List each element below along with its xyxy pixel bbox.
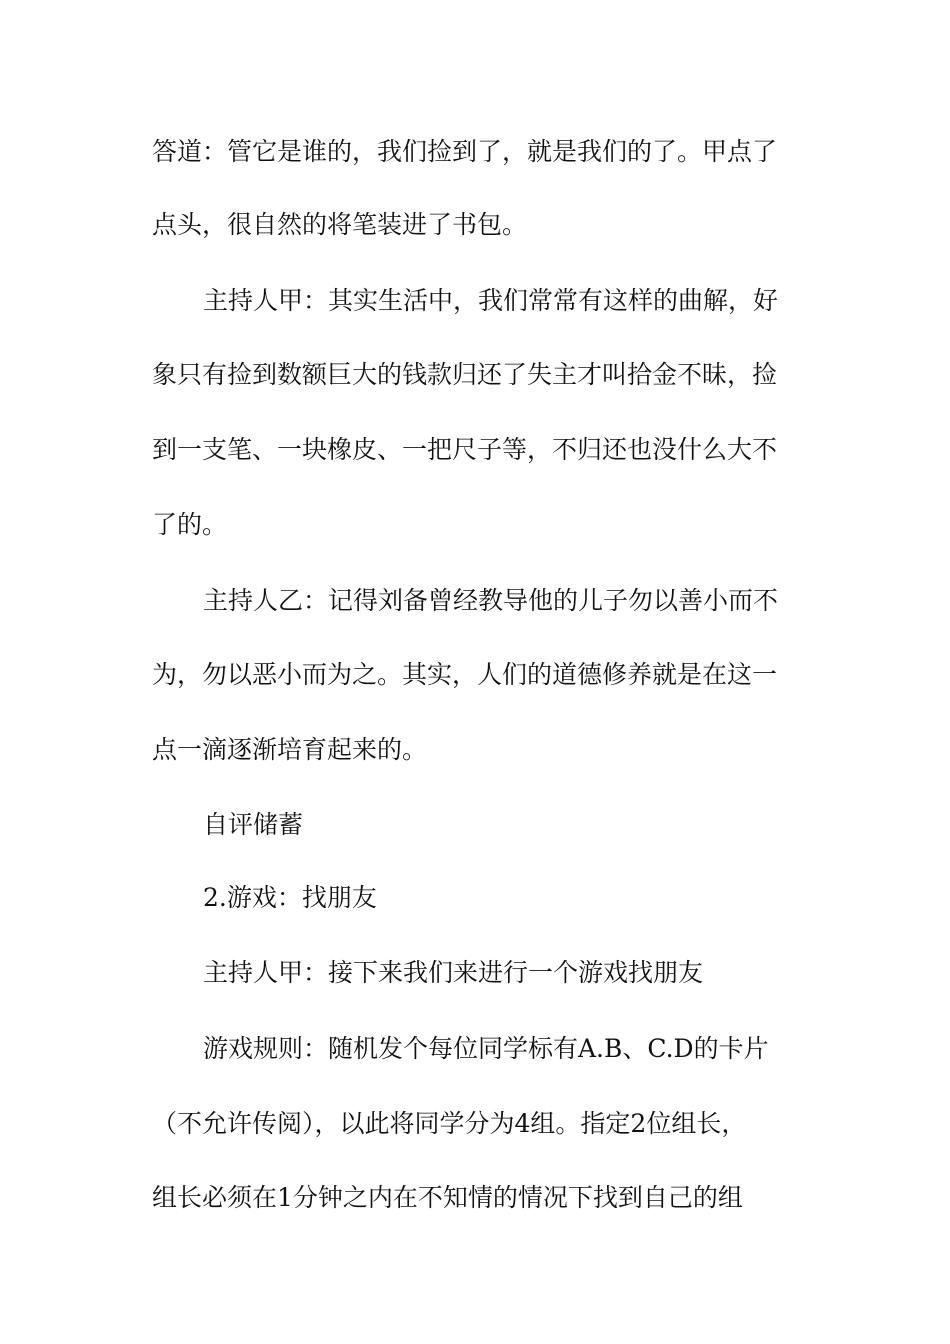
text-line: 答道：管它是谁的，我们捡到了，就是我们的了。甲点了: [152, 137, 778, 166]
text-line: （不允许传阅），以此将同学分为4组。指定2位组长，: [152, 1109, 747, 1138]
paragraph-start-line: 主持人甲：接下来我们来进行一个游戏找朋友: [203, 958, 704, 987]
text-line: 到一支笔、一块橡皮、一把尺子等，不归还也没什么大不: [152, 435, 778, 464]
paragraph-start-line: 主持人甲：其实生活中，我们常常有这样的曲解，好: [203, 286, 779, 315]
paragraph-start-line: 主持人乙：记得刘备曾经教导他的儿子勿以善小而不: [203, 586, 779, 615]
text-line: 了的。: [152, 510, 228, 539]
section-heading: 2.游戏：找朋友: [203, 883, 377, 912]
text-line: 组长必须在1分钟之内在不知情的情况下找到自己的组: [152, 1183, 743, 1212]
text-line: 为，勿以恶小而为之。其实，人们的道德修养就是在这一: [152, 660, 778, 689]
section-heading: 自评储蓄: [203, 810, 304, 839]
text-line: 点头，很自然的将笔装进了书包。: [152, 210, 528, 239]
paragraph-start-line: 游戏规则：随机发个每位同学标有A.B、C.D的卡片: [203, 1034, 769, 1063]
text-line: 象只有捡到数额巨大的钱款归还了失主才叫拾金不昧，捡: [152, 360, 778, 389]
text-line: 点一滴逐渐培育起来的。: [152, 735, 428, 764]
